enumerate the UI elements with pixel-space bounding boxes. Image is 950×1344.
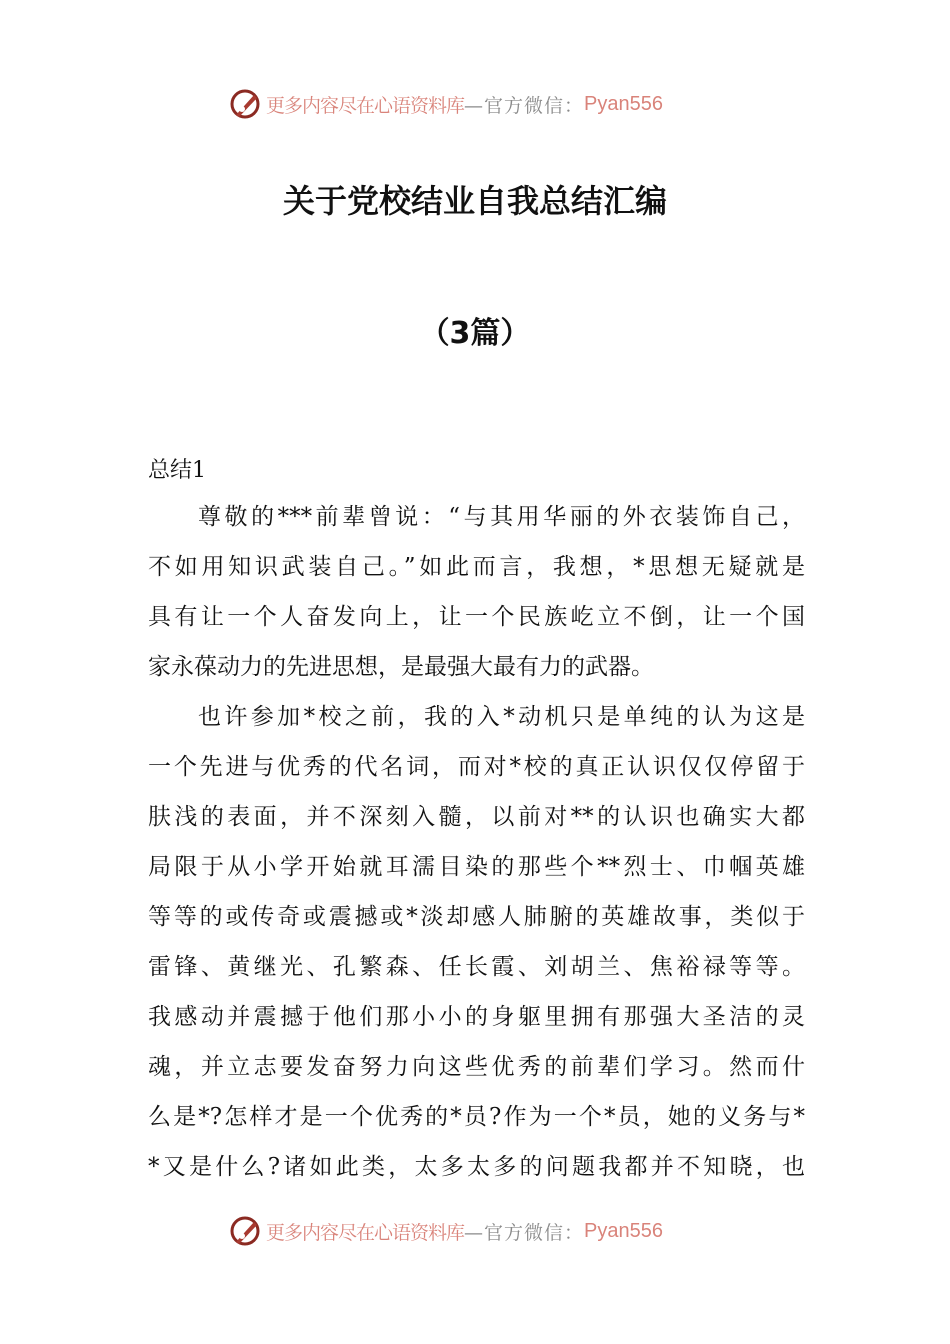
body-line: 具有让一个人奋发向上，让一个民族屹立不倒，让一个国 [148,604,805,630]
body-line: 一个先进与优秀的代名词，而对*校的真正认识仅仅停留于 [148,754,805,780]
body-line: 也许参加*校之前，我的入*动机只是单纯的认为这是 [198,704,805,730]
section-heading: 总结1 [148,458,206,483]
body-line: *又是什么?诸如此类，太多太多的问题我都并不知晓，也 [148,1154,805,1180]
document-title: 关于党校结业自我总结汇编 [282,182,667,220]
body-line: 局限于从小学开始就耳濡目染的那些个**烈士、巾帼英雄 [148,854,805,880]
banner-text: 更多内容尽在心语资料库 [266,1221,465,1244]
footer-watermark-banner [228,1213,728,1249]
body-line: 么是*?怎样才是一个优秀的*员?作为一个*员，她的义务与* [148,1104,805,1130]
body-line: 等等的或传奇或震撼或*淡却感人肺腑的英雄故事，类似于 [148,904,805,930]
pen-logo-icon [228,87,262,121]
document-subtitle: （3篇） [419,316,531,351]
body-line: 雷锋、黄继光、孔繁森、任长霞、刘胡兰、焦裕禄等等。 [148,954,805,980]
body-line: 家永葆动力的先进思想，是最强大最有力的武器。 [148,654,654,680]
banner-wechat-id: Pyan556 [584,1219,663,1242]
banner-wechat-id: Pyan556 [584,92,663,115]
header-watermark-banner [228,86,728,122]
body-line: 魂，并立志要发奋努力向这些优秀的前辈们学习。然而什 [148,1054,805,1080]
banner-label: —官方微信： [464,94,585,117]
body-line: 尊敬的***前辈曾说：“与其用华丽的外衣装饰自己， [198,504,805,530]
banner-label: —官方微信： [464,1221,585,1244]
body-line: 肤浅的表面，并不深刻入髓，以前对**的认识也确实大都 [148,804,805,830]
body-line: 我感动并震撼于他们那小小的身躯里拥有那强大圣洁的灵 [148,1004,805,1030]
banner-text: 更多内容尽在心语资料库 [266,94,465,117]
pen-logo-icon [228,1214,262,1248]
body-line: 不如用知识武装自己。”如此而言，我想，*思想无疑就是 [148,554,805,580]
